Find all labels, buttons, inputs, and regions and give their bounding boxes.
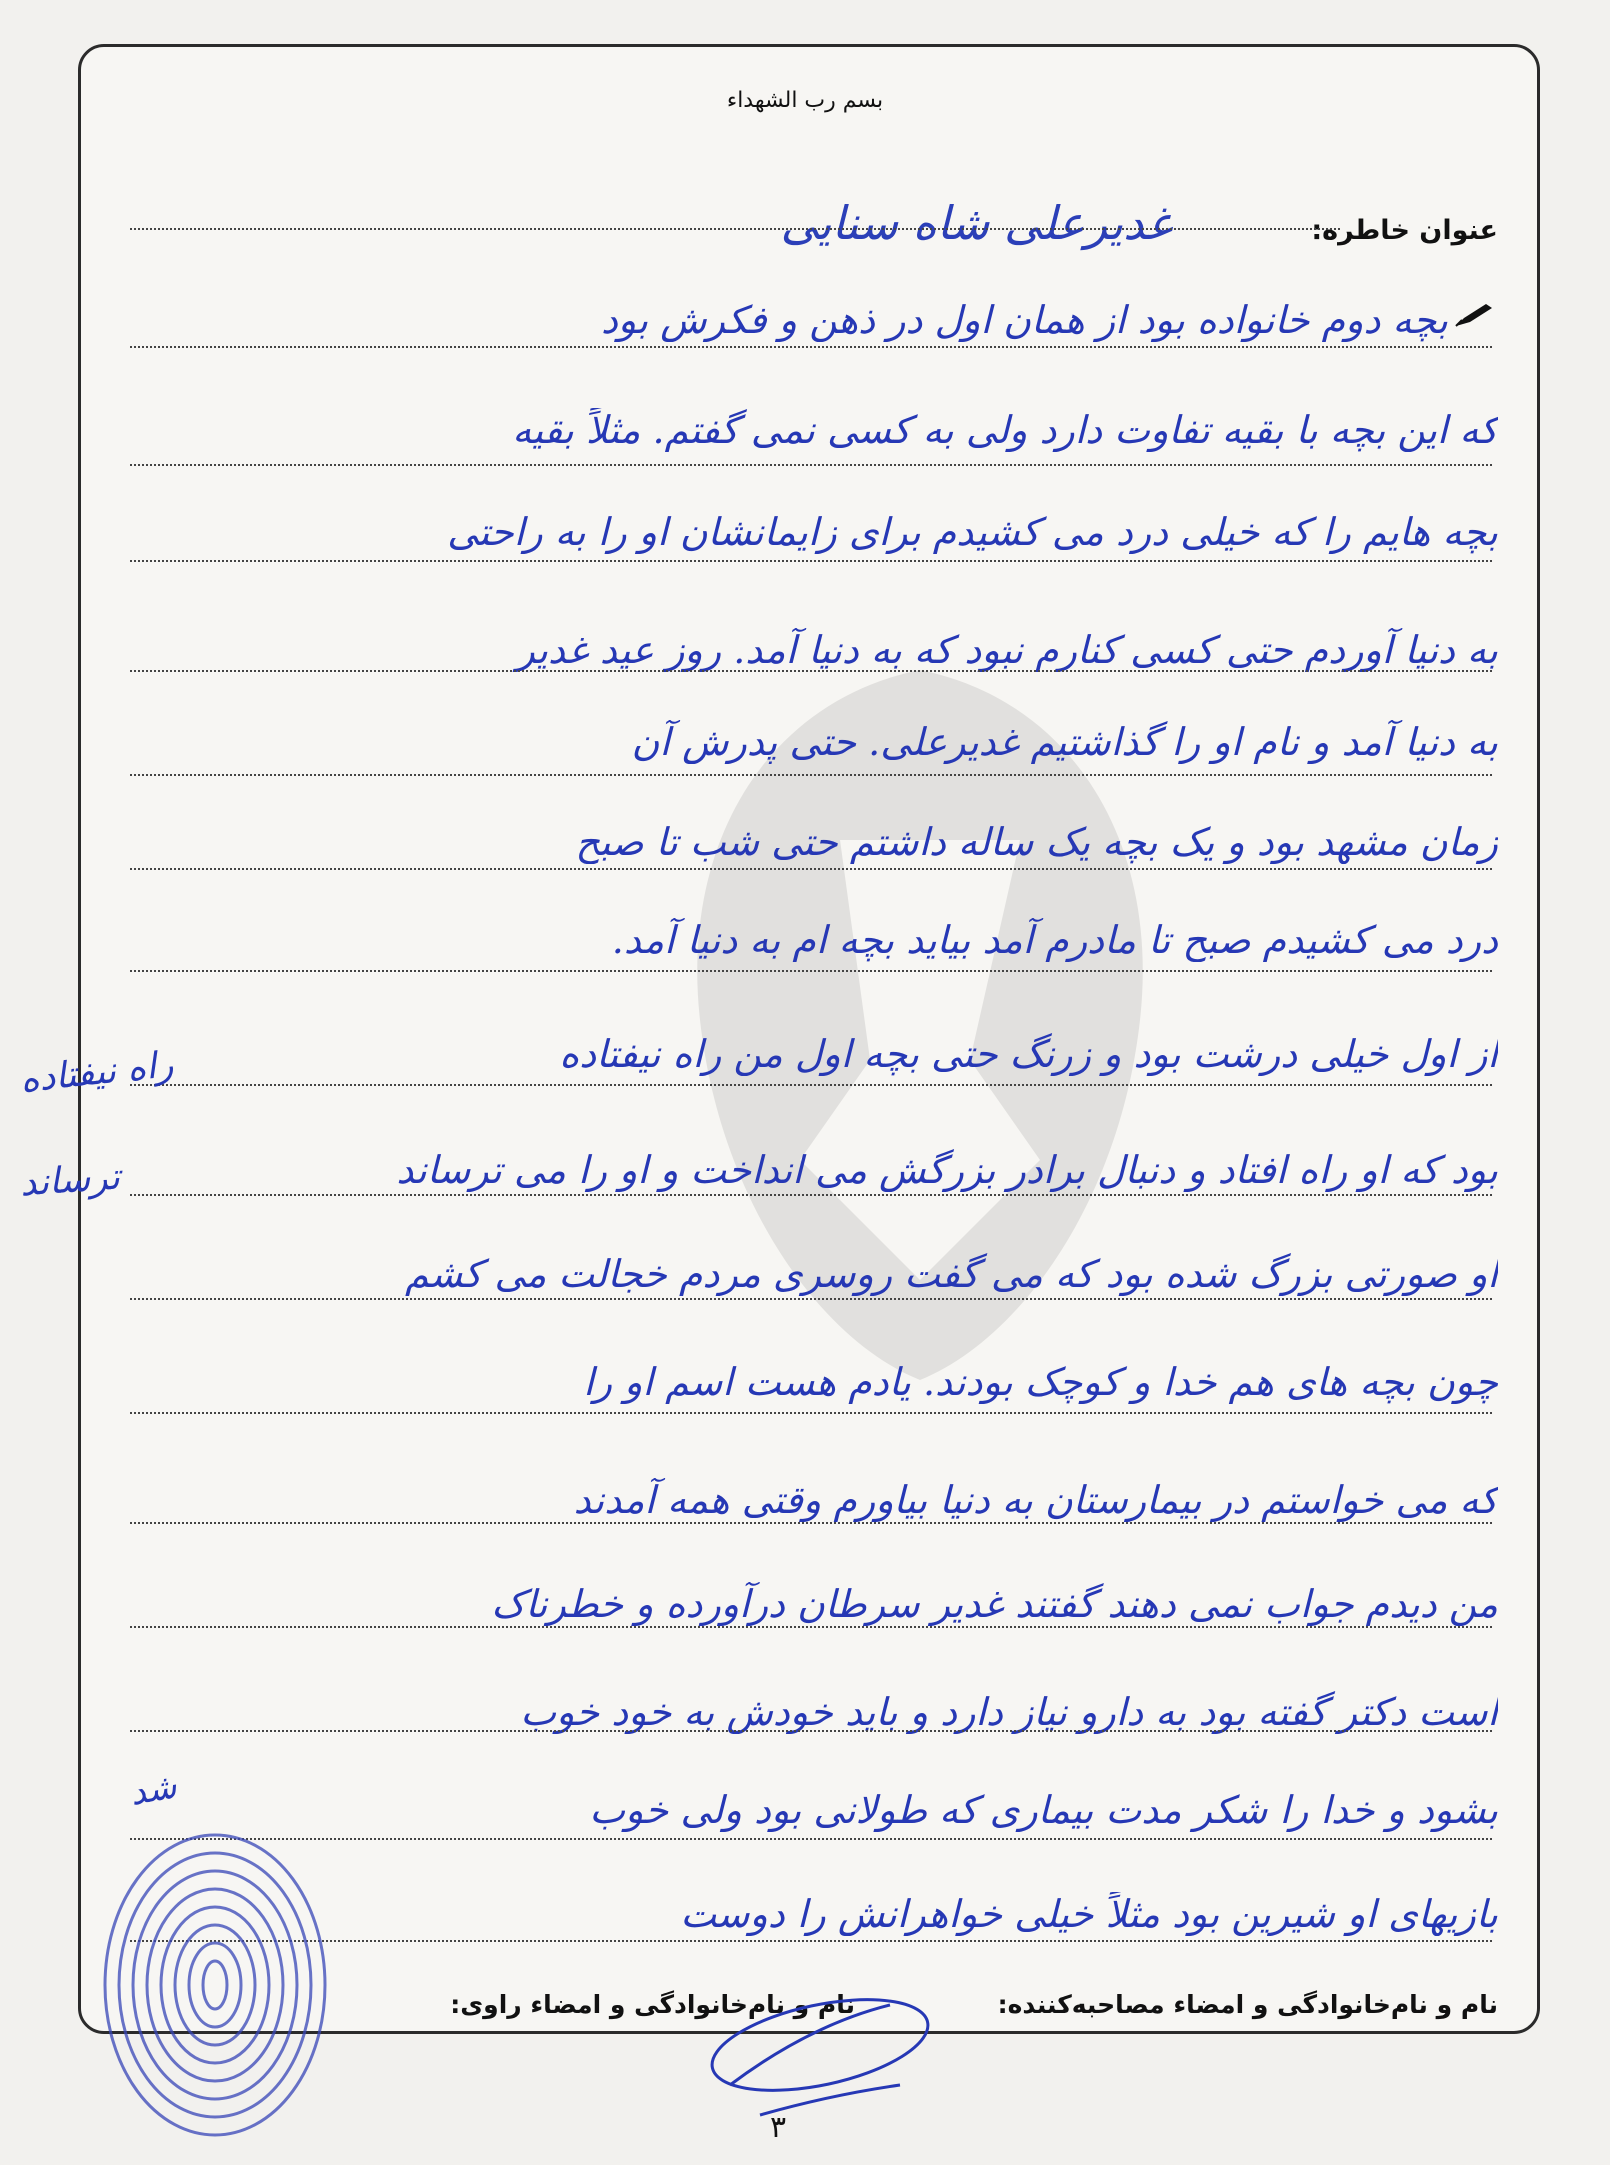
dotted-line-11 — [130, 1412, 1492, 1414]
margin-note-2: ترساند — [18, 1156, 122, 1205]
dotted-line-8 — [130, 1084, 1492, 1086]
body-line-8: از اول خیلی درشت بود و زرنگ حتی بچه اول من راه نیفتاده — [559, 1032, 1498, 1076]
dotted-line-2 — [130, 464, 1492, 466]
body-line-13: من دیدم جواب نمی دهند گفتند غدیر سرطان درآورده و خطرناک — [491, 1582, 1498, 1626]
body-line-5: به دنیا آمد و نام او را گذاشتیم غدیرعلی. حتی پدرش آن — [631, 720, 1498, 764]
pen-icon — [1454, 300, 1494, 328]
page-number: ۳ — [770, 2110, 787, 2145]
body-line-9: بود که او راه افتاد و دنبال برادر بزرگش می انداخت و او را می ترساند — [396, 1148, 1498, 1192]
body-line-4: به دنیا آوردم حتی کسی کنارم نبود که به دنیا آمد. روز عید غدیر — [516, 628, 1498, 672]
margin-note-3: شد — [126, 1766, 180, 1814]
dotted-line-14 — [130, 1730, 1492, 1732]
body-line-10: او صورتی بزرگ شده بود که می گفت روسری مردم خجالت می کشم — [404, 1252, 1498, 1296]
body-line-6: زمان مشهد بود و یک بچه یک ساله داشتم حتی شب تا صبح — [575, 820, 1498, 864]
dotted-line-6 — [130, 868, 1492, 870]
body-line-16: بازیهای او شیرین بود مثلاً خیلی خواهرانش را دوست — [680, 1892, 1498, 1936]
dotted-line-9 — [130, 1194, 1492, 1196]
body-line-1: بچه دوم خانواده بود از همان اول در ذهن و فکرش بود — [600, 298, 1448, 342]
dotted-line-7 — [130, 970, 1492, 972]
body-line-3: بچه هایم را که خیلی درد می کشیدم برای زایمانشان او را به راحتی — [447, 510, 1498, 554]
body-line-7: درد می کشیدم صبح تا مادرم آمد بیاید بچه ام به دنیا آمد. — [611, 918, 1498, 962]
dotted-line-1 — [130, 346, 1492, 348]
body-line-15: بشود و خدا را شکر مدت بیماری که طولانی بود ولی خوب — [589, 1788, 1498, 1832]
signature — [690, 1965, 930, 2125]
title-row — [780, 196, 1498, 250]
margin-note-1: راه نیفتاده — [18, 1044, 176, 1101]
body-line-11: چون بچه های هم خدا و کوچک بودند. یادم هست اسم او را — [583, 1360, 1498, 1404]
title-dotted-line — [130, 228, 1340, 230]
header-basmala: بسم رب الشهداء — [726, 88, 884, 113]
dotted-line-5 — [130, 774, 1492, 776]
title-value: غدیرعلی شاه سنایی — [780, 196, 1172, 250]
body-line-12: که می خواستم در بیمارستان به دنیا بیاورم وقتی همه آمدند — [573, 1478, 1498, 1522]
dotted-line-3 — [130, 560, 1492, 562]
interviewer-label: نام و نام‌خانوادگی و امضاء مصاحبه‌کننده: — [997, 1990, 1498, 2019]
title-label: عنوان خاطره: — [1311, 215, 1498, 246]
fingerprint-image — [90, 1820, 340, 2150]
dotted-line-10 — [130, 1298, 1492, 1300]
dotted-line-4 — [130, 670, 1492, 672]
body-line-14: است دکتر گفته بود به دارو نیاز دارد و باید خودش به خود خوب — [520, 1690, 1498, 1734]
body-line-2: که این بچه با بقیه تفاوت دارد ولی به کسی نمی گفتم. مثلاً بقیه — [512, 408, 1498, 452]
narrator-label: نام و نام‌خانوادگی و امضاء راوی: — [450, 1990, 855, 2019]
dotted-line-13 — [130, 1626, 1492, 1628]
dotted-line-12 — [130, 1522, 1492, 1524]
